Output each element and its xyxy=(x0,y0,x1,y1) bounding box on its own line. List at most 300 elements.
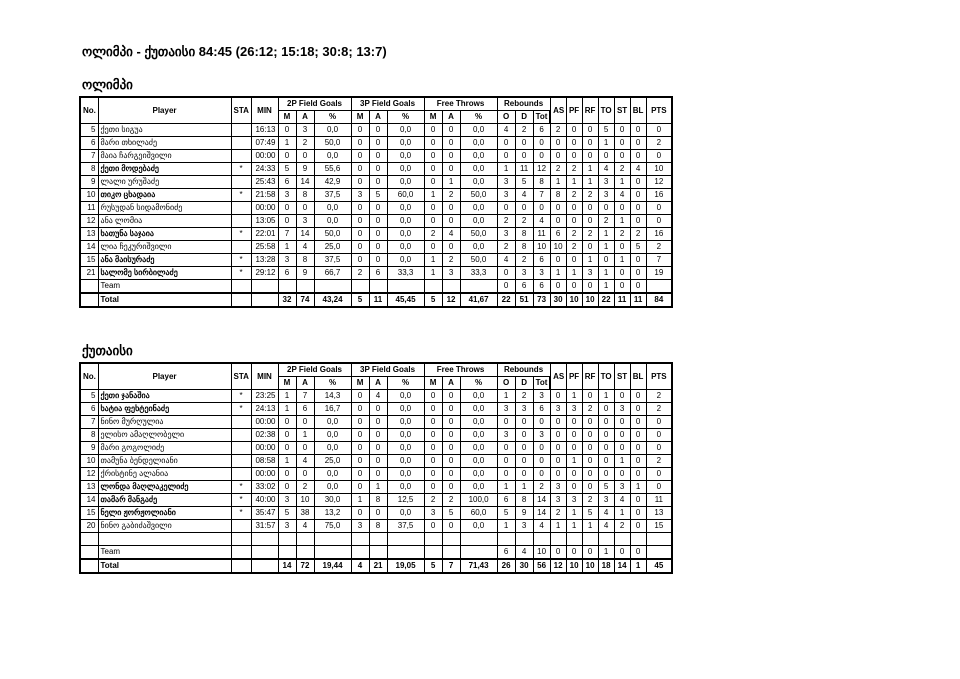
minutes: 00:00 xyxy=(251,150,278,163)
stat-cell: 4 xyxy=(369,390,387,403)
stat-cell: 45 xyxy=(646,559,672,573)
stat-cell: 1 xyxy=(424,267,442,280)
starter-mark xyxy=(231,429,251,442)
stat-cell: 100,0 xyxy=(460,494,497,507)
stat-cell: 0 xyxy=(630,507,646,520)
stat-cell xyxy=(424,546,442,560)
stat-cell: 19,05 xyxy=(387,559,424,573)
minutes: 24:33 xyxy=(251,163,278,176)
starter-mark xyxy=(231,241,251,254)
stat-cell: 6 xyxy=(497,494,515,507)
stat-cell: 3 xyxy=(566,494,582,507)
stat-cell: 1 xyxy=(550,520,566,533)
stat-cell: 2 xyxy=(442,254,460,267)
subheader-pct: % xyxy=(460,377,497,390)
minutes: 07:49 xyxy=(251,137,278,150)
player-row xyxy=(80,150,672,163)
starter-mark xyxy=(231,416,251,429)
stat-cell: 2 xyxy=(566,228,582,241)
stat-cell: 0,0 xyxy=(314,202,351,215)
stat-cell: 3 xyxy=(497,228,515,241)
header-bl: BL xyxy=(630,97,646,124)
stat-cell xyxy=(369,546,387,560)
stat-cell: 0 xyxy=(442,390,460,403)
stat-cell: 4 xyxy=(533,215,550,228)
stat-cell: 0,0 xyxy=(314,481,351,494)
player-row xyxy=(80,507,672,520)
header-min: MIN xyxy=(251,97,278,124)
stat-cell: 0 xyxy=(598,416,614,429)
stat-cell: 2 xyxy=(566,241,582,254)
stat-cell: 0 xyxy=(566,429,582,442)
stat-cell: 1 xyxy=(550,267,566,280)
starter-mark: * xyxy=(231,163,251,176)
minutes: 08:58 xyxy=(251,455,278,468)
stat-cell xyxy=(314,546,351,560)
stat-cell: 5 xyxy=(630,241,646,254)
starter-mark xyxy=(231,150,251,163)
stat-cell: 0 xyxy=(351,176,369,189)
starter-mark: * xyxy=(231,254,251,267)
stat-cell: 1 xyxy=(582,163,598,176)
player-number: 10 xyxy=(80,189,98,202)
stat-cell: 0 xyxy=(515,468,533,481)
stat-cell: 0 xyxy=(582,137,598,150)
stat-cell: 11 xyxy=(614,293,630,307)
player-name: თამარ მანგაძე xyxy=(98,494,231,507)
header-2p-field-goals: 2P Field Goals xyxy=(278,97,351,111)
empty-cell xyxy=(598,533,614,546)
player-row xyxy=(80,481,672,494)
stat-cell: 1 xyxy=(598,280,614,294)
stat-cell: 0 xyxy=(582,481,598,494)
stat-cell: 2 xyxy=(515,254,533,267)
stat-cell: 0 xyxy=(497,202,515,215)
minutes: 21:58 xyxy=(251,189,278,202)
starter-mark: * xyxy=(231,390,251,403)
stat-cell: 0 xyxy=(369,254,387,267)
minutes: 24:13 xyxy=(251,403,278,416)
stat-cell: 0 xyxy=(351,254,369,267)
stat-cell: 8 xyxy=(369,494,387,507)
stat-cell: 0 xyxy=(582,124,598,137)
header-as: AS xyxy=(550,363,566,390)
stat-cell: 0 xyxy=(550,137,566,150)
stat-cell xyxy=(460,546,497,560)
stat-cell: 42,9 xyxy=(314,176,351,189)
stat-cell: 0 xyxy=(598,468,614,481)
stat-cell: 66,7 xyxy=(314,267,351,280)
stat-cell: 0,0 xyxy=(387,416,424,429)
stat-cell: 0,0 xyxy=(314,150,351,163)
header-pf: PF xyxy=(566,97,582,124)
stat-cell: 0 xyxy=(630,189,646,202)
stat-cell: 6 xyxy=(533,124,550,137)
stat-cell: 2 xyxy=(582,228,598,241)
header-rf: RF xyxy=(582,363,598,390)
stat-cell: 0 xyxy=(614,429,630,442)
stat-cell: 0 xyxy=(424,520,442,533)
player-number: 12 xyxy=(80,215,98,228)
stat-cell: 0,0 xyxy=(314,442,351,455)
stat-cell: 38 xyxy=(296,507,314,520)
stat-cell: 4 xyxy=(533,520,550,533)
stat-cell: 4 xyxy=(515,189,533,202)
stat-cell: 3 xyxy=(550,403,566,416)
stat-cell: 0 xyxy=(630,267,646,280)
away-stats-table xyxy=(79,362,673,574)
stat-cell xyxy=(646,546,672,560)
stat-cell: 0 xyxy=(566,481,582,494)
player-row xyxy=(80,468,672,481)
stat-cell: 16,7 xyxy=(314,403,351,416)
starter-mark xyxy=(231,468,251,481)
empty-cell xyxy=(80,559,98,573)
stat-cell: 0,0 xyxy=(460,390,497,403)
stat-cell: 0 xyxy=(296,202,314,215)
subheader-m: M xyxy=(351,111,369,124)
stat-cell: 0 xyxy=(533,455,550,468)
stat-cell: 0,0 xyxy=(314,468,351,481)
stat-cell: 12 xyxy=(550,559,566,573)
stat-cell: 0 xyxy=(351,241,369,254)
player-number: 13 xyxy=(80,481,98,494)
stat-cell: 0 xyxy=(646,429,672,442)
stat-cell: 0 xyxy=(296,416,314,429)
stat-cell: 1 xyxy=(630,559,646,573)
stat-cell: 0 xyxy=(614,280,630,294)
stat-cell xyxy=(369,280,387,294)
stat-cell: 0,0 xyxy=(460,416,497,429)
stat-cell: 0 xyxy=(646,468,672,481)
stat-cell: 3 xyxy=(533,390,550,403)
stat-cell: 0 xyxy=(614,241,630,254)
player-row xyxy=(80,416,672,429)
stat-cell: 10 xyxy=(533,546,550,560)
stat-cell: 0 xyxy=(582,241,598,254)
subheader-o: O xyxy=(497,377,515,390)
stat-cell: 15 xyxy=(646,520,672,533)
stat-cell: 0,0 xyxy=(387,390,424,403)
team-name-away: ქუთაისი xyxy=(82,343,133,358)
stat-cell: 4 xyxy=(598,163,614,176)
starter-mark: * xyxy=(231,403,251,416)
player-row xyxy=(80,267,672,280)
stat-cell: 11 xyxy=(515,163,533,176)
stat-cell: 0 xyxy=(550,442,566,455)
subheader-o: O xyxy=(497,111,515,124)
subheader-tot: Tot xyxy=(533,111,550,124)
stat-cell: 3 xyxy=(278,520,296,533)
stat-cell: 0 xyxy=(515,416,533,429)
stat-cell: 22 xyxy=(598,293,614,307)
empty-cell xyxy=(630,533,646,546)
stat-cell: 2 xyxy=(497,241,515,254)
stat-cell: 3 xyxy=(515,520,533,533)
stat-cell: 7 xyxy=(533,189,550,202)
stat-cell: 0,0 xyxy=(387,124,424,137)
header-st: ST xyxy=(614,363,630,390)
player-row xyxy=(80,494,672,507)
stat-cell: 6 xyxy=(497,546,515,560)
stat-cell: 0,0 xyxy=(387,403,424,416)
subheader-m: M xyxy=(424,111,442,124)
stat-cell: 0 xyxy=(614,416,630,429)
header-no: No. xyxy=(80,363,98,390)
stat-cell: 2 xyxy=(550,124,566,137)
stat-cell: 6 xyxy=(533,254,550,267)
empty-cell xyxy=(278,533,296,546)
stat-cell: 0,0 xyxy=(460,442,497,455)
stat-cell: 84 xyxy=(646,293,672,307)
empty-cell xyxy=(460,533,497,546)
stat-cell: 0,0 xyxy=(387,228,424,241)
player-row xyxy=(80,215,672,228)
header-pts: PTS xyxy=(646,97,672,124)
header-pts: PTS xyxy=(646,363,672,390)
stat-cell: 16 xyxy=(646,228,672,241)
stat-cell: 0 xyxy=(582,390,598,403)
stat-cell: 12 xyxy=(442,293,460,307)
stat-cell: 0,0 xyxy=(460,468,497,481)
stat-cell: 1 xyxy=(582,520,598,533)
stat-cell: 5 xyxy=(424,559,442,573)
stat-cell: 0 xyxy=(566,215,582,228)
stat-cell: 0 xyxy=(646,442,672,455)
player-row xyxy=(80,520,672,533)
stat-cell: 7 xyxy=(646,254,672,267)
player-name: თიკო ცხადაია xyxy=(98,189,231,202)
stat-cell: 8 xyxy=(533,176,550,189)
stat-cell: 0 xyxy=(424,163,442,176)
stat-cell: 0 xyxy=(351,403,369,416)
stat-cell: 0 xyxy=(598,254,614,267)
empty-cell xyxy=(231,533,251,546)
stat-cell: 1 xyxy=(278,403,296,416)
stat-cell: 41,67 xyxy=(460,293,497,307)
stat-cell: 0,0 xyxy=(314,416,351,429)
stat-cell: 19 xyxy=(646,267,672,280)
stat-cell: 22 xyxy=(497,293,515,307)
stat-cell: 2 xyxy=(296,137,314,150)
stat-cell: 0 xyxy=(598,429,614,442)
starter-mark: * xyxy=(231,507,251,520)
stat-cell: 14 xyxy=(614,559,630,573)
stat-cell: 8 xyxy=(296,189,314,202)
stat-cell: 0,0 xyxy=(460,124,497,137)
player-number: 6 xyxy=(80,403,98,416)
stat-cell: 3 xyxy=(497,429,515,442)
stat-cell: 8 xyxy=(515,228,533,241)
stat-cell: 2 xyxy=(614,163,630,176)
player-row xyxy=(80,455,672,468)
player-number: 15 xyxy=(80,254,98,267)
player-name: ქეთი ჯანაშია xyxy=(98,390,231,403)
header-st: ST xyxy=(614,97,630,124)
stat-cell: 2 xyxy=(442,189,460,202)
stat-cell: 4 xyxy=(296,520,314,533)
stat-cell: 1 xyxy=(442,176,460,189)
empty-cell xyxy=(251,280,278,294)
stat-cell: 60,0 xyxy=(460,507,497,520)
stat-cell: 0 xyxy=(550,429,566,442)
minutes: 00:00 xyxy=(251,468,278,481)
player-row xyxy=(80,390,672,403)
stat-cell: 0,0 xyxy=(387,202,424,215)
stat-cell: 0 xyxy=(442,215,460,228)
stat-cell: 0 xyxy=(442,481,460,494)
team-label: Team xyxy=(98,280,231,294)
starter-mark: * xyxy=(231,481,251,494)
stat-cell: 0 xyxy=(369,429,387,442)
stat-cell: 3 xyxy=(515,267,533,280)
stat-cell: 0,0 xyxy=(460,241,497,254)
stat-cell: 4 xyxy=(598,520,614,533)
stat-cell: 10 xyxy=(550,241,566,254)
empty-cell xyxy=(314,533,351,546)
stat-cell: 0 xyxy=(515,202,533,215)
stat-cell: 12 xyxy=(646,176,672,189)
stat-cell: 1 xyxy=(582,176,598,189)
stat-cell: 0 xyxy=(351,150,369,163)
stat-cell: 0 xyxy=(442,202,460,215)
stat-cell: 0 xyxy=(515,429,533,442)
stat-cell: 3 xyxy=(278,254,296,267)
stat-cell: 55,6 xyxy=(314,163,351,176)
stat-cell: 0,0 xyxy=(460,163,497,176)
stat-cell: 6 xyxy=(533,403,550,416)
stat-cell: 11 xyxy=(533,228,550,241)
stat-cell: 0 xyxy=(424,468,442,481)
stat-cell: 14,3 xyxy=(314,390,351,403)
header-3p-field-goals: 3P Field Goals xyxy=(351,97,424,111)
stat-cell: 30,0 xyxy=(314,494,351,507)
empty-cell xyxy=(646,533,672,546)
stat-cell: 5 xyxy=(598,124,614,137)
stat-cell: 0,0 xyxy=(387,507,424,520)
stat-cell: 0,0 xyxy=(387,150,424,163)
stat-cell: 2 xyxy=(646,390,672,403)
empty-cell xyxy=(231,280,251,294)
stat-cell: 0 xyxy=(630,254,646,267)
stat-cell: 0 xyxy=(582,442,598,455)
empty-cell xyxy=(582,533,598,546)
stat-cell: 13 xyxy=(646,507,672,520)
stat-cell: 0 xyxy=(278,416,296,429)
stat-cell: 1 xyxy=(351,494,369,507)
starter-mark xyxy=(231,520,251,533)
stat-cell: 1 xyxy=(497,163,515,176)
stat-cell: 0 xyxy=(424,481,442,494)
empty-cell xyxy=(80,280,98,294)
stat-cell: 0 xyxy=(630,416,646,429)
starter-mark xyxy=(231,442,251,455)
stat-cell: 0 xyxy=(497,468,515,481)
stat-cell: 0 xyxy=(442,241,460,254)
stat-cell: 1 xyxy=(598,228,614,241)
stat-cell: 0,0 xyxy=(460,481,497,494)
stat-cell: 0 xyxy=(278,150,296,163)
player-name: ხათუნა საჯაია xyxy=(98,228,231,241)
stat-cell: 0 xyxy=(630,280,646,294)
stat-cell: 0 xyxy=(424,455,442,468)
stat-cell: 0 xyxy=(630,150,646,163)
stat-cell: 0 xyxy=(630,124,646,137)
stat-cell: 0 xyxy=(566,137,582,150)
starter-mark xyxy=(231,176,251,189)
stat-cell: 0 xyxy=(351,228,369,241)
empty-cell xyxy=(251,293,278,307)
stat-cell: 3 xyxy=(351,189,369,202)
subheader-d: D xyxy=(515,377,533,390)
stat-cell: 0 xyxy=(550,390,566,403)
stat-cell: 14 xyxy=(296,176,314,189)
stat-cell: 0 xyxy=(497,442,515,455)
subheader-a: A xyxy=(369,377,387,390)
stat-cell: 30 xyxy=(550,293,566,307)
stat-cell: 0 xyxy=(442,468,460,481)
stat-cell: 1 xyxy=(369,481,387,494)
stat-cell: 0 xyxy=(550,150,566,163)
player-name: რუსუდან სიდამონიძე xyxy=(98,202,231,215)
stat-cell: 1 xyxy=(566,507,582,520)
header-player: Player xyxy=(98,97,231,124)
stat-cell: 0 xyxy=(369,215,387,228)
subheader-a: A xyxy=(442,377,460,390)
stat-cell: 5 xyxy=(278,507,296,520)
stat-cell: 0 xyxy=(369,202,387,215)
stat-cell: 0 xyxy=(442,163,460,176)
empty-cell xyxy=(387,533,424,546)
stat-cell: 8 xyxy=(296,254,314,267)
stat-cell: 1 xyxy=(278,241,296,254)
stat-cell: 0 xyxy=(369,228,387,241)
stat-cell: 0 xyxy=(442,150,460,163)
stat-cell: 3 xyxy=(533,267,550,280)
stat-cell: 0 xyxy=(424,202,442,215)
player-number: 7 xyxy=(80,150,98,163)
stat-cell: 0 xyxy=(550,468,566,481)
stat-cell: 5 xyxy=(515,176,533,189)
stat-cell: 0 xyxy=(550,254,566,267)
stat-cell: 5 xyxy=(369,189,387,202)
stat-cell: 0 xyxy=(582,215,598,228)
stat-cell xyxy=(296,280,314,294)
stat-cell: 0 xyxy=(351,481,369,494)
player-name: მაია ჩარგეიშვილი xyxy=(98,150,231,163)
stat-cell: 0 xyxy=(369,442,387,455)
stat-cell: 4 xyxy=(630,163,646,176)
stat-cell: 5 xyxy=(442,507,460,520)
empty-cell xyxy=(550,533,566,546)
stat-cell: 4 xyxy=(614,494,630,507)
player-row xyxy=(80,254,672,267)
player-row xyxy=(80,442,672,455)
stat-cell xyxy=(646,280,672,294)
stat-cell: 3 xyxy=(497,176,515,189)
header-2p-field-goals: 2P Field Goals xyxy=(278,363,351,377)
stat-cell: 12 xyxy=(533,163,550,176)
stat-cell: 0 xyxy=(630,468,646,481)
stat-cell: 33,3 xyxy=(387,267,424,280)
stat-cell: 26 xyxy=(497,559,515,573)
empty-cell xyxy=(251,546,278,560)
stat-cell: 11 xyxy=(630,293,646,307)
stat-cell: 6 xyxy=(515,280,533,294)
stat-cell: 0 xyxy=(533,202,550,215)
stat-cell: 3 xyxy=(598,494,614,507)
stat-cell: 0 xyxy=(369,468,387,481)
